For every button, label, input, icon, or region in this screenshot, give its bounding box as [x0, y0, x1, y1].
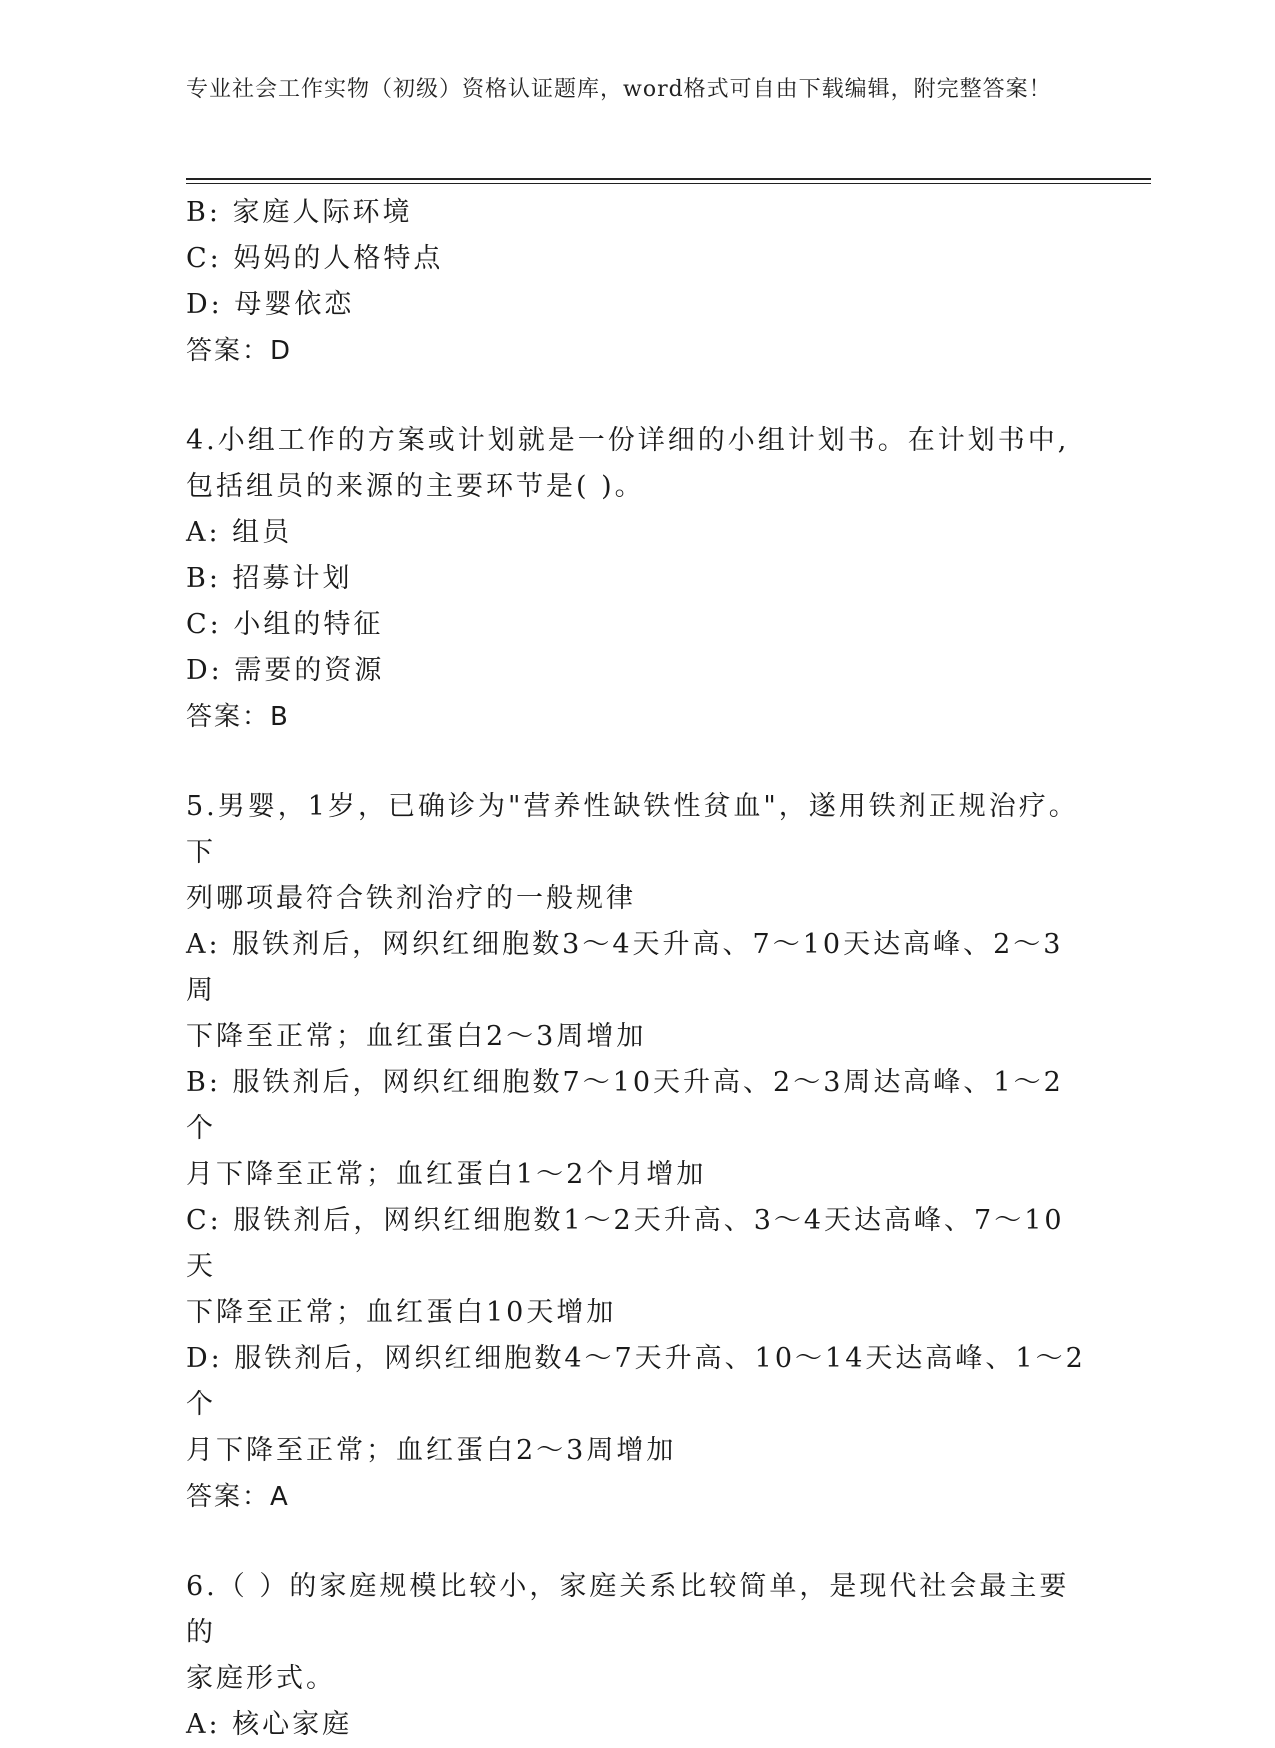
question-stem: 5.男婴，1岁，已确诊为"营养性缺铁性贫血"，遂用铁剂正规治疗。下 — [186, 791, 1079, 868]
option-c-cont: 下降至正常；血红蛋白10天增加 — [186, 1297, 617, 1328]
header-rule-thin — [186, 183, 1151, 184]
option-c: C: 小组的特征 — [186, 609, 384, 640]
answer-line: 答案：D — [186, 336, 293, 366]
document-header: 专业社会工作实物（初级）资格认证题库，word格式可自由下载编辑，附完整答案！ — [186, 77, 1052, 102]
option-b: B: 家庭人际环境 — [186, 197, 413, 228]
question-stem: 包括组员的来源的主要环节是( )。 — [186, 471, 645, 502]
option-a-cont: 下降至正常；血红蛋白2～3周增加 — [186, 1021, 647, 1052]
question-list — [186, 190, 1086, 1748]
spacer — [186, 374, 1086, 418]
option-b: B: 服铁剂后，网织红细胞数7～10天升高、2～3周达高峰、1～2个 — [186, 1067, 1064, 1144]
spacer — [186, 1520, 1086, 1564]
answer-line: 答案：A — [186, 1482, 290, 1512]
answer-line: 答案：B — [186, 702, 290, 732]
question-6 — [186, 1564, 1086, 1748]
header-rule-thick — [186, 178, 1151, 180]
option-b-cont: 月下降至正常；血红蛋白1～2个月增加 — [186, 1159, 707, 1190]
option-d-cont: 月下降至正常；血红蛋白2～3周增加 — [186, 1435, 677, 1466]
question-stem: 家庭形式。 — [186, 1663, 336, 1694]
option-b: B: 招募计划 — [186, 563, 353, 594]
option-d: D: 母婴依恋 — [186, 289, 355, 320]
spacer — [186, 740, 1086, 784]
question-3-tail — [186, 190, 1086, 374]
option-c: C: 服铁剂后，网织红细胞数1～2天升高、3～4天达高峰、7～10天 — [186, 1205, 1065, 1282]
question-4 — [186, 418, 1086, 740]
option-a: A: 核心家庭 — [186, 1709, 353, 1740]
question-stem: 6.（ ）的家庭规模比较小，家庭关系比较简单，是现代社会最主要的 — [186, 1571, 1070, 1648]
option-a: A: 服铁剂后，网织红细胞数3～4天升高、7～10天达高峰、2～3周 — [186, 929, 1064, 1006]
question-stem: 4.小组工作的方案或计划就是一份详细的小组计划书。在计划书中, — [186, 425, 1070, 456]
option-d: D: 需要的资源 — [186, 655, 385, 686]
question-5 — [186, 784, 1086, 1520]
question-stem: 列哪项最符合铁剂治疗的一般规律 — [186, 883, 636, 914]
option-c: C: 妈妈的人格特点 — [186, 243, 444, 274]
option-a: A: 组员 — [186, 517, 293, 548]
option-d: D: 服铁剂后，网织红细胞数4～7天升高、10～14天达高峰、1～2个 — [186, 1343, 1086, 1420]
